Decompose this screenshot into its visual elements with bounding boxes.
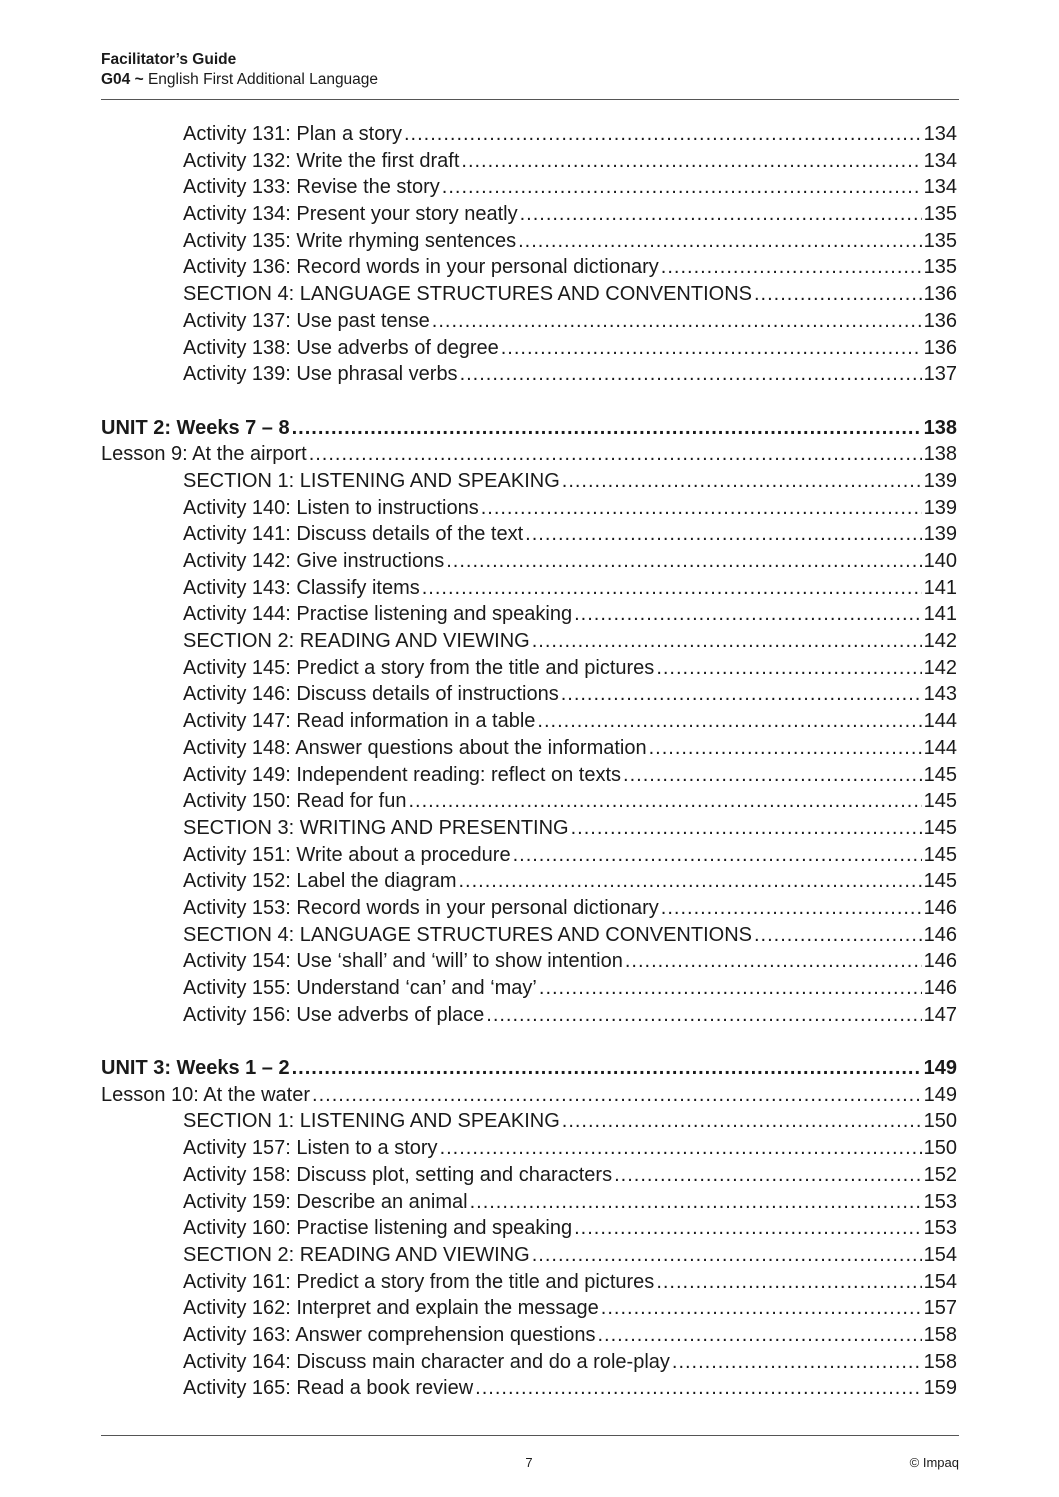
dot-leader [292,1055,922,1082]
toc-entry-title: Activity 144: Practise listening and speaking [183,603,573,626]
toc-entry-title: Activity 137: Use past tense [183,309,430,332]
dot-leader [537,708,921,735]
toc-entry-title: SECTION 4: LANGUAGE STRUCTURES AND CONVENTIONS [183,923,752,946]
toc-entry-row [101,1162,957,1189]
toc-entry-title: Activity 159: Describe an animal [183,1190,468,1213]
toc-entry-title: Activity 158: Discuss plot, setting and characters [183,1163,613,1186]
toc-entry-row [101,521,957,548]
dot-leader [460,361,922,388]
toc-page-number: 154 [923,1270,957,1293]
toc-page-number: 134 [923,176,957,199]
toc-page-number: 139 [923,469,957,492]
toc-page-number: 158 [923,1350,957,1373]
toc-entry-title: Activity 150: Read for fun [183,790,407,813]
toc-page-number: 137 [923,363,957,386]
toc-unit-row [101,415,957,442]
table-of-contents [101,121,957,1402]
toc-page-number: 145 [923,816,957,839]
grade-code: G04 ~ [101,71,144,88]
toc-entry-row [101,681,957,708]
dot-leader [597,1322,921,1349]
toc-page-number: 146 [923,977,957,999]
toc-entry-row [101,548,957,575]
toc-page-number: 154 [923,1243,957,1266]
dot-leader [446,548,921,575]
toc-entry-row [101,121,957,148]
dot-leader [562,1108,922,1135]
dot-leader [459,868,922,895]
toc-entry-row [101,254,957,281]
toc-entry-row [101,655,957,682]
toc-entry-title: Activity 162: Interpret and explain the message [183,1297,599,1320]
toc-page-number: 152 [923,1163,957,1186]
toc-entry-row [101,1375,957,1402]
dot-leader [672,1349,922,1376]
toc-entry-row [101,895,957,922]
toc-entry-row [101,1215,957,1242]
toc-entry-title: Activity 141: Discuss details of the text [183,523,524,546]
toc-page-number: 158 [923,1323,957,1346]
toc-entry-title: Activity 149: Independent reading: reflect on texts [183,763,622,786]
toc-page-number: 145 [923,870,957,893]
dot-leader [574,1215,922,1242]
toc-entry-title: Activity 154: Use ‘shall’ and ‘will’ to show intention [183,950,623,973]
toc-entry-row [101,788,957,815]
dot-leader [754,922,922,949]
toc-lesson-row [101,441,957,468]
toc-entry-row [101,922,957,949]
toc-entry-title: Activity 133: Revise the story [183,176,440,199]
dot-leader [292,415,922,442]
dot-leader [561,681,922,708]
dot-leader [649,735,922,762]
copyright-notice: © Impaq [909,1455,959,1470]
toc-page-number: 142 [923,630,957,653]
toc-entry-row [101,495,957,522]
toc-entry-title: Activity 139: Use phrasal verbs [183,363,458,386]
dot-leader [408,788,921,815]
toc-page-number: 135 [923,203,957,226]
toc-entry-row [101,842,957,869]
toc-entry-title: Activity 148: Answer questions about the information [183,736,647,759]
toc-page-number: 146 [923,950,957,973]
toc-page-number: 145 [923,790,957,813]
dot-leader [461,148,921,175]
toc-page-number: 136 [923,283,957,306]
toc-page-number: 150 [923,1137,957,1160]
toc-entry-title: Activity 151: Write about a procedure [183,843,511,866]
toc-entry-title: Activity 152: Label the diagram [183,870,457,893]
dot-leader [442,174,922,201]
toc-lesson-row [101,1082,957,1109]
toc-entry-title: Lesson 10: At the water [101,1083,311,1106]
toc-page-number: 139 [923,523,957,546]
dot-leader [513,842,922,869]
toc-entry-row [101,815,957,842]
toc-entry-title: Activity 142: Give instructions [183,550,445,572]
toc-entry-row [101,868,957,895]
toc-entry-title: Activity 153: Record words in your personal dictionary [183,896,659,919]
dot-leader [623,762,922,789]
toc-entry-title: Activity 165: Read a book review [183,1377,474,1400]
toc-entry-row [101,735,957,762]
subject-name: English First Additional Language [147,71,379,88]
toc-page-number: 143 [923,683,957,706]
toc-page-number: 141 [923,576,957,599]
dot-leader [562,468,922,495]
toc-entry-title: Activity 164: Discuss main character and do a role-play [183,1350,670,1373]
header-divider [101,99,959,100]
guide-subtitle-line [101,70,959,90]
toc-entry-title: Activity 136: Record words in your personal dictionary [183,256,659,279]
toc-entry-row [101,174,957,201]
toc-page-number: 153 [923,1217,957,1240]
toc-entry-title: SECTION 2: READING AND VIEWING [183,630,530,653]
dot-leader [309,441,922,468]
dot-leader [532,1242,922,1269]
toc-entry-title: Activity 140: Listen to instructions [183,496,479,519]
toc-entry-title: Activity 146: Discuss details of instructions [183,683,559,706]
dot-leader [470,1189,922,1216]
dot-leader [312,1082,922,1109]
toc-page-number: 144 [923,710,957,733]
toc-entry-row [101,468,957,495]
dot-leader [661,254,922,281]
page-header [101,50,959,90]
toc-entry-title: Activity 156: Use adverbs of place [183,1003,485,1026]
dot-leader [625,948,922,975]
toc-entry-title: Activity 143: Classify items [183,576,420,599]
toc-entry-title: Activity 138: Use adverbs of degree [183,336,499,359]
toc-entry-title: Activity 131: Plan a story [183,123,402,145]
toc-page-number: 134 [923,123,957,145]
dot-leader [404,121,922,148]
dot-leader [422,575,922,602]
toc-entry-row [101,975,957,1002]
toc-entry-row [101,628,957,655]
toc-page-number: 142 [923,656,957,679]
toc-page-number: 136 [923,309,957,332]
toc-page-number: 138 [923,416,957,439]
toc-entry-title: Activity 163: Answer comprehension questions [183,1323,596,1346]
toc-entry-row [101,281,957,308]
toc-entry-row [101,335,957,362]
toc-entry-row [101,361,957,388]
toc-entry-row [101,1135,957,1162]
dot-leader [501,335,922,362]
toc-entry-title: Lesson 9: At the airport [101,443,307,466]
toc-page-number: 145 [923,763,957,786]
toc-entry-title: Activity 145: Predict a story from the title and pictures [183,656,655,679]
toc-entry-title: SECTION 2: READING AND VIEWING [183,1243,530,1266]
toc-page-number: 149 [923,1057,957,1080]
dot-leader [539,975,922,1002]
toc-entry-row [101,762,957,789]
toc-page-number: 139 [923,496,957,519]
toc-entry-row [101,1269,957,1296]
dot-leader [614,1162,922,1189]
dot-leader [574,601,922,628]
toc-unit-row [101,1055,957,1082]
toc-entry-title: Activity 132: Write the first draft [183,149,460,172]
toc-page-number: 145 [923,843,957,866]
dot-leader [518,228,922,255]
toc-entry-row [101,308,957,335]
toc-page-number: 135 [923,229,957,252]
toc-entry-row [101,575,957,602]
toc-entry-title: UNIT 2: Weeks 7 – 8 [101,416,290,439]
toc-page-number: 147 [923,1003,957,1026]
toc-entry-title: Activity 134: Present your story neatly [183,203,518,226]
guide-title: Facilitator’s Guide [101,51,237,68]
toc-page-number: 153 [923,1190,957,1213]
toc-entry-title: SECTION 4: LANGUAGE STRUCTURES AND CONVENTIONS [183,283,752,306]
dot-leader [532,628,922,655]
dot-leader [656,1269,921,1296]
toc-page-number: 146 [923,896,957,919]
toc-entry-title: SECTION 1: LISTENING AND SPEAKING [183,469,560,492]
dot-leader [661,895,922,922]
toc-entry-title: Activity 135: Write rhyming sentences [183,229,517,252]
dot-leader [571,815,922,842]
dot-leader [520,201,922,228]
dot-leader [656,655,921,682]
dot-leader [475,1375,921,1402]
toc-page-number: 157 [923,1297,957,1320]
toc-page-number: 134 [923,149,957,172]
toc-entry-row [101,201,957,228]
dot-leader [432,308,922,335]
toc-page-number: 149 [923,1083,957,1106]
toc-entry-title: UNIT 3: Weeks 1 – 2 [101,1057,290,1080]
toc-page-number: 135 [923,256,957,279]
toc-page-number: 159 [923,1377,957,1400]
toc-page-number: 146 [923,923,957,946]
toc-page-number: 138 [923,443,957,466]
toc-page-number: 141 [923,603,957,626]
dot-leader [486,1002,921,1029]
toc-entry-title: Activity 147: Read information in a table [183,710,536,733]
dot-leader [754,281,922,308]
dot-leader [601,1295,922,1322]
toc-entry-row [101,228,957,255]
toc-entry-row [101,1295,957,1322]
toc-entry-title: Activity 161: Predict a story from the title and pictures [183,1270,655,1293]
toc-entry-title: Activity 160: Practise listening and speaking [183,1217,573,1240]
dot-leader [481,495,922,522]
toc-page-number: 144 [923,736,957,759]
toc-entry-title: Activity 155: Understand ‘can’ and ‘may’ [183,977,537,999]
toc-entry-row [101,708,957,735]
toc-entry-row [101,1242,957,1269]
footer-divider [101,1435,959,1436]
toc-entry-title: Activity 157: Listen to a story [183,1137,438,1160]
toc-page-number: 150 [923,1110,957,1133]
dot-leader [525,521,921,548]
toc-page-number: 136 [923,336,957,359]
toc-page-number: 140 [923,550,957,572]
toc-entry-row [101,148,957,175]
toc-entry-title: SECTION 1: LISTENING AND SPEAKING [183,1110,560,1133]
toc-entry-row [101,1189,957,1216]
toc-entry-row [101,1349,957,1376]
toc-entry-title: SECTION 3: WRITING AND PRESENTING [183,816,569,839]
toc-entry-row [101,1322,957,1349]
toc-entry-row [101,1108,957,1135]
page-number: 7 [525,1455,533,1470]
toc-entry-row [101,948,957,975]
toc-entry-row [101,1002,957,1029]
toc-entry-row [101,601,957,628]
dot-leader [440,1135,922,1162]
